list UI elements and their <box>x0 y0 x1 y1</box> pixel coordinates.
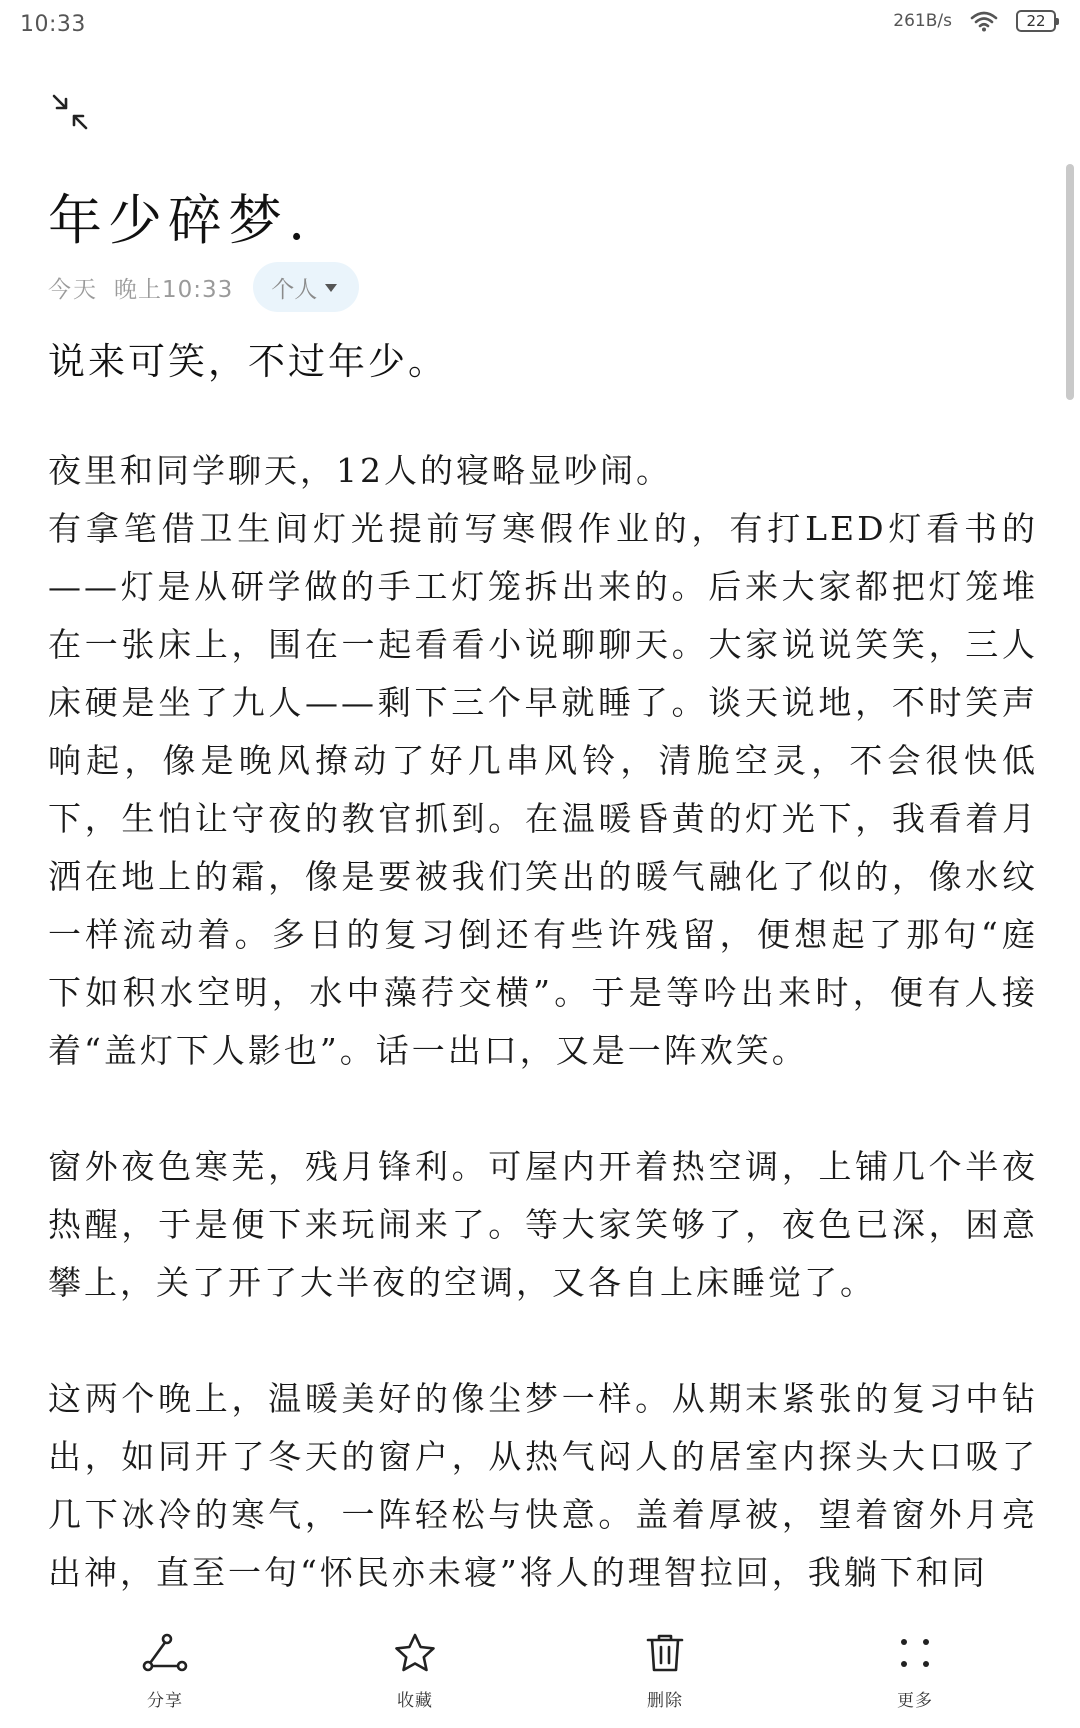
collapse-icon[interactable] <box>44 86 96 138</box>
share-label: 分享 <box>147 1691 183 1711</box>
battery-icon <box>1016 10 1056 32</box>
category-dropdown[interactable] <box>253 262 359 312</box>
category-label: 个人 <box>271 276 318 303</box>
wifi-icon <box>970 10 998 32</box>
status-indicators <box>893 10 1056 32</box>
delete-label: 删除 <box>647 1691 683 1711</box>
star-icon <box>393 1630 437 1676</box>
paragraph: 这两个晚上，温暖美好的像尘梦一样。从期末紧张的复习中钻出，如同开了冬天的窗户，从热气闷人的居室内探头大口吸了几下冰冷的寒气，一阵轻松与快意。盖着厚被，望着窗外月亮出神，直至一句“怀民亦未寝”将人的理智拉回，我躺下和同 <box>48 1379 1038 1592</box>
note-date: 今天 <box>48 276 98 303</box>
note-title[interactable]: 年少碎梦. <box>48 189 312 252</box>
paragraph: 窗外夜色寒芜，残月锋利。可屋内开着热空调，上铺几个半夜热醒，于是便下来玩闹来了。等大家笑够了，夜色已深，困意攀上，关了开了大半夜的空调，又各自上床睡觉了。 <box>48 1147 1038 1302</box>
more-dots-icon <box>898 1630 932 1676</box>
network-speed: 261B/s <box>893 11 952 31</box>
caret-down-icon <box>325 284 337 292</box>
favorite-label: 收藏 <box>397 1691 433 1711</box>
scrollbar-thumb[interactable] <box>1066 164 1074 400</box>
trash-icon <box>645 1630 685 1676</box>
share-icon <box>142 1630 188 1676</box>
note-time: 晚上10:33 <box>114 276 234 303</box>
share-button[interactable] <box>105 1610 225 1711</box>
body-heading: 说来可笑，不过年少。 <box>48 340 448 383</box>
note-meta <box>48 262 359 312</box>
note-body[interactable] <box>48 334 1038 1624</box>
status-time: 10:33 <box>20 12 86 37</box>
more-label: 更多 <box>897 1691 933 1711</box>
battery-level: 22 <box>1026 12 1046 30</box>
more-button[interactable] <box>855 1610 975 1711</box>
paragraph: 夜里和同学聊天，12人的寝略显吵闹。 <box>48 451 672 490</box>
paragraph: 有拿笔借卫生间灯光提前写寒假作业的，有打LED灯看书的——灯是从研学做的手工灯笼拆出来的。后来大家都把灯笼堆在一张床上，围在一起看看小说聊聊天。大家说说笑笑，三人床硬是坐了九人——剩下三个早就睡了。谈天说地，不时笑声响起，像是晚风撩动了好几串风铃，清脆空灵，不会很快低下，生怕让守夜的教官抓到。在温暖昏黄的灯光下，我看着月洒在地上的霜，像是要被我们笑出的暖气融化了似的，像水纹一样流动着。多日的复习倒还有些许残留，便想起了那句“庭下如积水空明，水中藻荇交横”。于是等吟出来时，便有人接着“盖灯下人影也”。话一出口，又是一阵欢笑。 <box>48 509 1038 1070</box>
paragraph-gap <box>48 1312 1038 1370</box>
bottom-toolbar <box>0 1610 1080 1728</box>
delete-button[interactable] <box>605 1610 725 1711</box>
paragraph-gap <box>48 1080 1038 1138</box>
favorite-button[interactable] <box>355 1610 475 1711</box>
status-bar <box>0 0 1080 56</box>
